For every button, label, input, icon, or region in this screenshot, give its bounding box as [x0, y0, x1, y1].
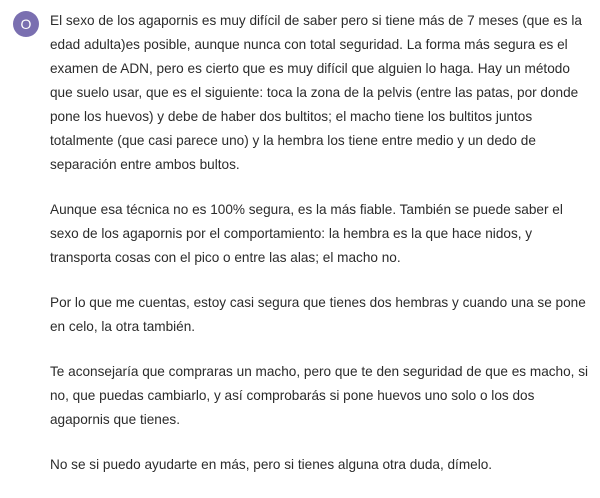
answer-paragraph-1: El sexo de los agapornis es muy difícil de saber pero si tiene más de 7 meses (que es la edad adulta)es posible, aunque nunca con total seguridad. La forma más segura es el examen de ADN, pero es cierto que es muy difícil que alguien lo haga. Hay un método que suelo usar, que es el siguiente: toca la zona de la pelvis (entre las patas, por donde pone los huevos) y debe de haber dos bultitos; el macho tiene los bultitos juntos totalmente (que casi parece uno) y la hembra los tiene entre medio y un dedo de separación entre ambos bultos. [50, 13, 582, 172]
author-avatar[interactable]: O [13, 11, 39, 37]
answer-paragraph-5: No se si puedo ayudarte en más, pero si tienes alguna otra duda, dímelo. [50, 457, 493, 472]
answer-paragraph-4: Te aconsejaría que compraras un macho, pero que te den seguridad de que es macho, si no, que puedas cambiarlo, y así comprobarás si pone huevos uno solo o los dos agapornis que tienes. [50, 364, 589, 427]
answer-paragraph-2: Aunque esa técnica no es 100% segura, es la más fiable. También se puede saber el sexo de los agapornis por el comportamiento: la hembra es la que hace nidos, y transporta cosas con el pico o entre las alas; el macho no. [50, 202, 563, 265]
answer-body [50, 9, 590, 498]
answer-paragraph-3: Por lo que me cuentas, estoy casi segura que tienes dos hembras y cuando una se pone en celo, la otra también. [50, 295, 586, 334]
